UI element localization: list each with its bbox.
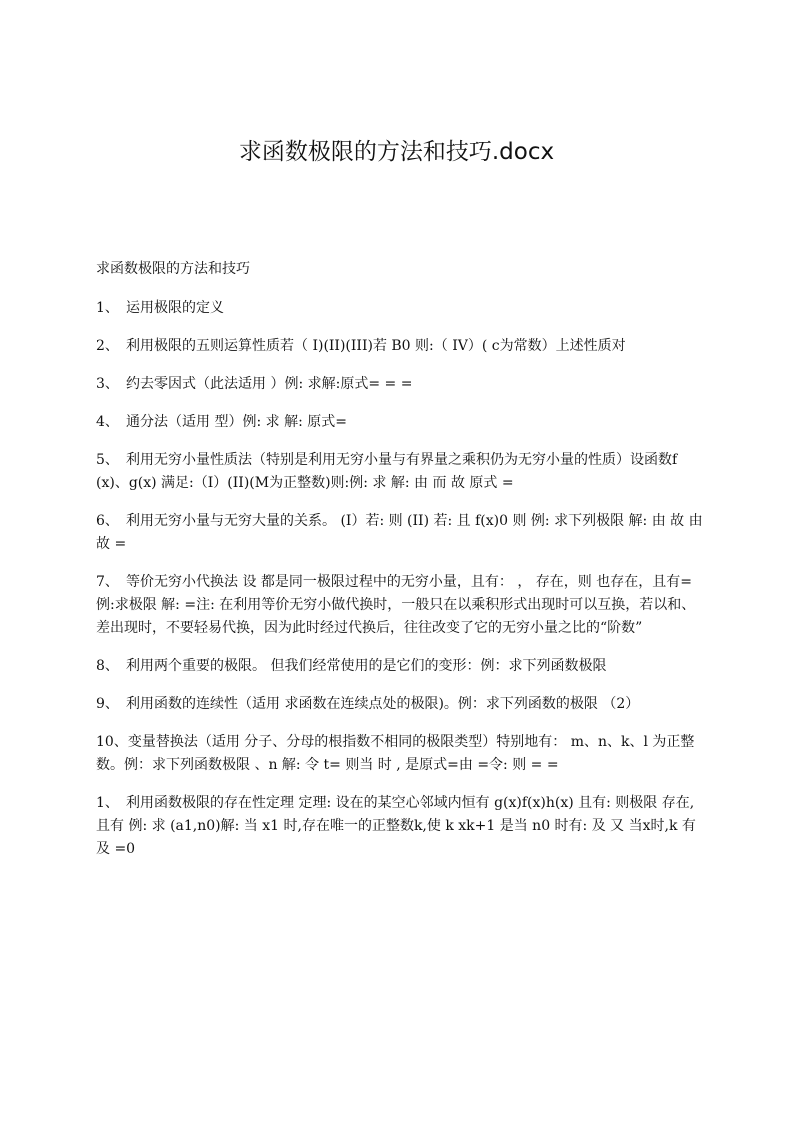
paragraph-text: 等价无穷小代换法 设 都是同一极限过程中的无穷小量，且有： ， 存在，则 也存在，且有= 例:求极限 解: =注: 在利用等价无穷小做代换时，一般只在以乘积形式出现时可以互换，若以和、差出现时，不要轻易代换，因为此时经过代换后，往往改变了它的无穷小量之比的“阶数” xyxy=(96,574,696,636)
paragraph-text: 利用函数极限的存在性定理 定理: 设在的某空心邻域内恒有 g(x)f(x)h(x) 且有: 则极限 存在, 且有 例: 求 (a1,n0)解: 当 x1 时,存在唯一的正整数k,使 k xk+1 是当 n0 时有: 及 又 当x时,k 有 及 =0 xyxy=(96,795,696,857)
paragraph-text: 利用函数的连续性（适用 求函数在连续点处的极限)。例：求下列函数的极限 （2） xyxy=(126,696,640,712)
paragraph-number: 6、 xyxy=(96,513,119,529)
paragraph-text: 约去零因式（此法适用 ）例: 求解:原式= = = xyxy=(126,376,413,392)
paragraph-number: 10、 xyxy=(96,734,128,750)
paragraph-number: 8、 xyxy=(96,658,119,674)
paragraph-number: 1、 xyxy=(96,300,119,316)
paragraph-number: 7、 xyxy=(96,574,119,590)
document-subtitle: 求函数极限的方法和技巧 xyxy=(96,261,250,277)
paragraph-11 xyxy=(96,792,708,861)
paragraph-3 xyxy=(96,373,708,396)
paragraph-number: 2、 xyxy=(96,338,119,354)
paragraph-text: 通分法（适用 型）例: 求 解: 原式= xyxy=(126,414,347,430)
paragraph-number: 1、 xyxy=(96,795,119,811)
paragraph-6 xyxy=(96,510,708,556)
paragraph-7 xyxy=(96,571,708,640)
paragraph-text: 利用两个重要的极限。 但我们经常使用的是它们的变形：例：求下列函数极限 xyxy=(126,658,607,674)
paragraph-text: 运用极限的定义 xyxy=(126,300,224,316)
paragraph-4 xyxy=(96,411,708,434)
document-title: 求函数极限的方法和技巧.docx xyxy=(238,139,555,165)
document-body xyxy=(96,258,708,876)
paragraph-2 xyxy=(96,335,708,358)
paragraph-number: 4、 xyxy=(96,414,119,430)
paragraph-number: 5、 xyxy=(96,452,119,468)
paragraph-text: 利用无穷小量性质法（特别是利用无穷小量与有界量之乘积仍为无穷小量的性质）设函数f(x)、g(x) 满足:（I）(II)(M为正整数)则:例: 求 解: 由 而 故 原式 = xyxy=(96,452,678,491)
paragraph-8 xyxy=(96,655,708,678)
paragraph-number: 3、 xyxy=(96,376,119,392)
paragraph-5 xyxy=(96,449,708,495)
paragraph-9 xyxy=(96,693,708,716)
paragraph-text: 利用极限的五则运算性质若（ I)(II)(III)若 B0 则:（ IV）( c为常数）上述性质对 xyxy=(126,338,626,354)
paragraph-1 xyxy=(96,297,708,320)
paragraph-text: 利用无穷小量与无穷大量的关系。 (I）若: 则 (II) 若: 且 f(x)0 则 例: 求下列极限 解: 由 故 由 故 = xyxy=(96,513,703,552)
paragraph-number: 9、 xyxy=(96,696,119,712)
paragraph-text: 变量替换法（适用 分子、分母的根指数不相同的极限类型）特别地有： m、n、k、l 为正整数。例：求下列函数极限 、n 解: 令 t= 则当 时 , 是原式=由 =令: 则 = = xyxy=(96,734,695,773)
paragraph-10 xyxy=(96,731,708,777)
